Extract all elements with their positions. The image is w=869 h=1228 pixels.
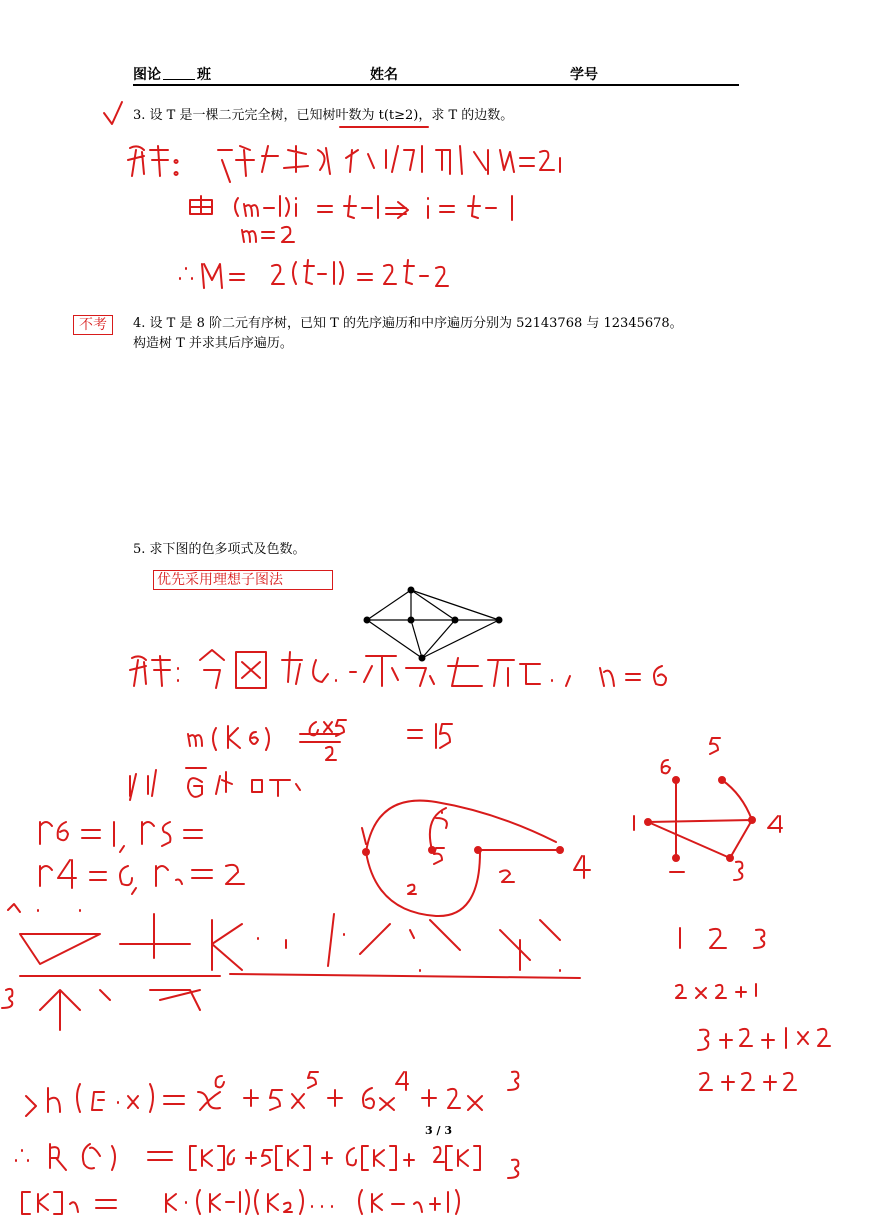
class-label: 班: [197, 67, 211, 83]
graph-vertex: [419, 655, 426, 662]
graph-vertex: [496, 617, 503, 624]
page-number: 3 / 3: [425, 1124, 452, 1137]
id-label: 学号: [570, 67, 598, 83]
question-3: 3. 设 T 是一棵二元完全树，已知树叶数为 t(t≥2)，求 T 的边数。: [133, 108, 514, 123]
graph-vertex: [364, 617, 371, 624]
class-blank: [163, 64, 195, 80]
graph-vertex: [408, 587, 415, 594]
question-5: 5. 求下图的色多项式及色数。: [133, 542, 306, 557]
not-tested-label: 不考: [73, 315, 113, 335]
question-4-line1: 4. 设 T 是 8 阶二元有序树，已知 T 的先序遍历和中序遍历分别为 52143768 与 12345678。: [133, 316, 683, 331]
question-4-line2: 构造树 T 并求其后序遍历。: [133, 336, 293, 351]
course-title: 图论: [133, 67, 161, 83]
graph-vertex: [408, 617, 415, 624]
page-header: [133, 62, 739, 86]
question-5-graph: [355, 580, 515, 670]
graph-vertex: [452, 617, 459, 624]
hint-label: 优先采用理想子图法: [153, 570, 333, 590]
name-label: 姓名: [370, 67, 398, 83]
check-mark: [104, 102, 122, 124]
